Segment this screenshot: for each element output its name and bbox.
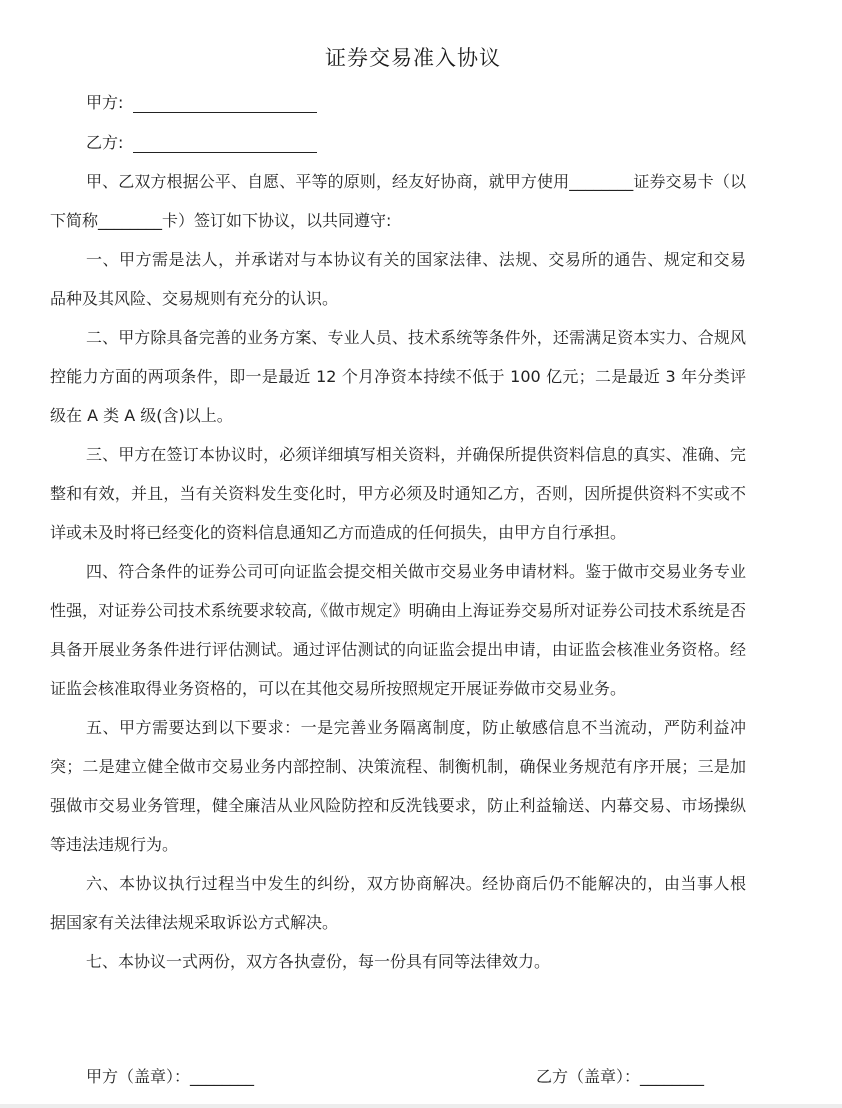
agreement-body — [50, 162, 746, 981]
paragraph-clause-4: 四、符合条件的证券公司可向证监会提交相关做市交易业务申请材料。鉴于做市交易业务专业性强，对证券公司技术系统要求较高,《做市规定》明确由上海证券交易所对证券公司技术系统是否具备开展业务条件进行评估测试。通过评估测试的向证监会提出申请，由证监会核准业务资格。经证监会核准取得业务资格的，可以在其他交易所按照规定开展证券做市交易业务。 — [50, 562, 746, 698]
paragraph-clause-6: 六、本协议执行过程当中发生的纠纷，双方协商解决。经协商后仍不能解决的，由当事人根 据国家有关法律法规采取诉讼方式解决。 — [50, 874, 746, 932]
paragraph-clause-3: 三、甲方在签订本协议时，必须详细填写相关资料，并确保所提供资料信息的真实、准确、完 整和有效，并且，当有关资料发生变化时，甲方必须及时通知乙方，否则，因所提供资料不实或不详或未及时将已经变化的资料信息通知乙方而造成的任何损失，由甲方自行承担。 — [50, 445, 746, 542]
party-b-line — [86, 133, 317, 153]
party-b-signature: 乙方（盖章）：________ — [536, 1067, 705, 1086]
paragraph-intro: 甲、乙双方根据公平、自愿、平等的原则，经友好协商，就甲方使用________证券交易卡（以 下简称________卡）签订如下协议，以共同遵守: — [50, 172, 746, 230]
paragraph-clause-5: 五、甲方需要达到以下要求：一是完善业务隔离制度，防止敏感信息不当流动，严防利益冲突；二是建立健全做市交易业务内部控制、决策流程、制衡机制，确保业务规范有序开展；三是加强做市交易业务管理，健全廉洁从业风险防控和反洗钱要求，防止利益输送、内幕交易、市场操纵等违法违规行为。 — [50, 718, 746, 854]
party-b-blank[interactable] — [133, 134, 317, 153]
party-a-label: 甲方: — [86, 93, 124, 112]
page-bottom-divider — [0, 1104, 842, 1108]
party-a-signature: 甲方（盖章）：________ — [86, 1067, 255, 1086]
party-a-line — [86, 93, 317, 113]
party-b-label: 乙方: — [86, 133, 124, 152]
paragraph-clause-1: 一、甲方需是法人，并承诺对与本协议有关的国家法律、法规、交易所的通告、规定和交易 品种及其风险、交易规则有充分的认识。 — [50, 250, 746, 308]
party-a-blank[interactable] — [133, 94, 317, 113]
paragraph-clause-2: 二、甲方除具备完善的业务方案、专业人员、技术系统等条件外，还需满足资本实力、合规风控能力方面的两项条件，即一是最近 12 个月净资本持续不低于 100 亿元；二是最近 3 年分类评级在 A 类 A 级(含)以上。 — [50, 328, 746, 425]
signature-row — [86, 1064, 726, 1090]
paragraph-clause-7: 七、本协议一式两份，双方各执壹份，每一份具有同等法律效力。 — [86, 952, 551, 971]
document-title: 证券交易准入协议 — [325, 46, 501, 70]
